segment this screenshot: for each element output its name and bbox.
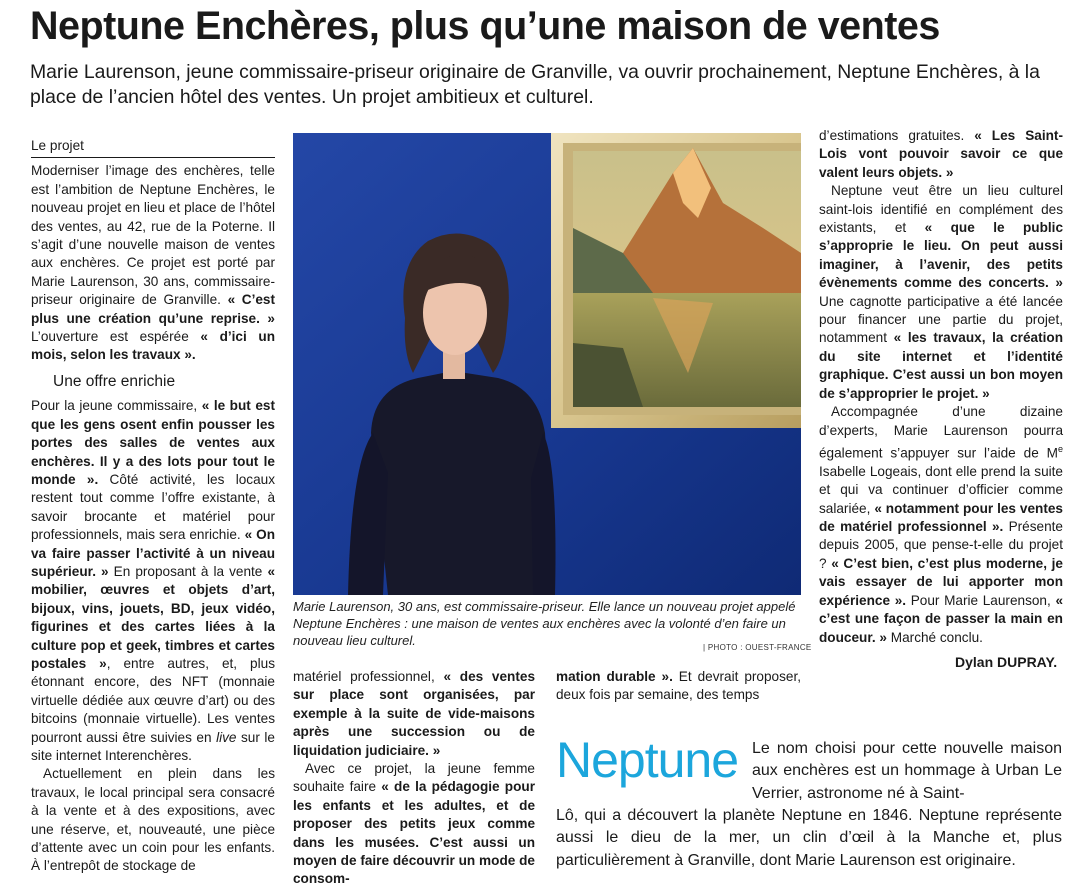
box-title: Neptune bbox=[556, 732, 739, 788]
paragraph-experts: Accompagnée d’une dizaine d’experts, Marie Laurenson pourra également s’appuyer sur l’aide de Me Isabelle Logeais, dont elle prend la suite et qui va continuer d’officier comme salariée, « notamment pour les ventes de matériel professionnel ». Présente depuis 2005, que pense-t-elle du projet ? « C’est bien, c’est plus moderne, je vais essayer de lui apporter mon expérience ». Pour Marie Laurenson, « c’est une façon de passer la main en douceur. » Marché conclu. bbox=[819, 404, 1063, 645]
photo-credit: | PHOTO : OUEST-FRANCE bbox=[703, 643, 812, 652]
paragraph-intro: Moderniser l’image des enchères, telle est l’ambition de Neptune Enchères, le nouveau projet en lieu et place de l’hôtel des ventes, au 42, rue de la Poterne. Il s’agit d’une nouvelle maison de ventes aux enchères. Ce projet est porté par Marie Laurenson, 30 ans, commissaire-priseur originaire de Granville. « C’est plus une création qu’une reprise. » L’ouverture est espérée « d’ici un mois, selon les travaux ». bbox=[31, 163, 276, 363]
box-text-bottom: Lô, qui a découvert la planète Neptune en 1846. Neptune représente aussi le dieu de la mer, un clin d’œil à la Manche et, plus particulièrement à Granville, dont Marie Laurenson est originaire. bbox=[556, 807, 1062, 869]
headline: Neptune Enchères, plus qu’une maison de ventes bbox=[30, 4, 940, 48]
article-column-1 bbox=[31, 137, 275, 876]
standfirst: Marie Laurenson, jeune commissaire-priseur originaire de Granville, va ouvrir prochainement, Neptune Enchères, à la place de l’ancien hôtel des ventes. Un projet ambitieux et culturel. bbox=[30, 61, 1040, 108]
paragraph-sustainable: mation durable ». Et devrait proposer, deux fois par semaine, des temps bbox=[556, 669, 802, 703]
paragraph-culture: Neptune veut être un lieu culturel saint-lois identifié en complément des existants, et « que le public s’approprie le lieu. On peut aussi imaginer, à l’avenir, des petits évènements comme des concerts. » Une cagnotte participative a été lancée pour financer une partie du projet, notamment « les travaux, la création du site internet et l’identité graphique. C’est aussi un bon moyen de s’approprier le projet. » bbox=[819, 183, 1064, 401]
paragraph-sales: matériel professionnel, « des ventes sur place sont organisées, par exemple à la suite de vide-maisons après une succession ou de liquidation judiciaire. » bbox=[293, 669, 535, 758]
subheading: Une offre enrichie bbox=[53, 372, 176, 390]
article-column-2 bbox=[293, 668, 535, 889]
article-photo bbox=[293, 133, 801, 595]
author-signature: Dylan DUPRAY. bbox=[955, 654, 1058, 670]
paragraph-works: Actuellement en plein dans les travaux, le local principal sera consacré à la vente et à des expositions, avec une réserve, et, nouveauté, une pièce d’attente avec un coin pour les enfants. À l’entrepôt de stockage de bbox=[31, 766, 275, 874]
rubric-label: Le projet bbox=[31, 137, 275, 158]
paragraph-estimates: d’estimations gratuites. « Les Saint-Lois vont pouvoir savoir ce que valent leurs objets. » bbox=[819, 128, 1063, 180]
box-text-top: Le nom choisi pour cette nouvelle maison aux enchères est un hommage à Urban Le Verrier, astronome né à Saint- bbox=[752, 740, 1062, 802]
article-column-3 bbox=[556, 668, 801, 705]
paragraph-offer: Pour la jeune commissaire, « le but est que les gens osent enfin pousser les portes des salles de ventes aux enchères. Il y a des lots pour tout le monde ». Côté activité, les locaux restent tout comme l’offre existante, à savoir brocante et matériel pour professionnels, mais sera enrichie. « On va faire passer l’activité à un niveau supérieur. » En proposant à la vente « mobilier, œuvres et objets d’art, bijoux, vins, jouets, BD, jeux vidéo, figurines et des cartes liées à la culture pop et geek, timbres et cartes postales », entre autres, et, plus étonnant encore, des NFT (monnaie virtuelle dédiée aux œuvre d’art) ou des bitcoins (monnaie virtuelle). Les ventes pourront aussi être suivies en live sur le site internet Interenchères. bbox=[31, 398, 276, 763]
paragraph-pedagogy: Avec ce projet, la jeune femme souhaite faire « de la pédagogie pour les enfants et les adultes, et de proposer des petits jeux comme dans les musées. C’est aussi un moyen de faire découvrir un mode de consom- bbox=[293, 761, 535, 887]
framed-painting-icon bbox=[551, 133, 801, 428]
article-column-4 bbox=[819, 127, 1063, 647]
photo-caption: Marie Laurenson, 30 ans, est commissaire-priseur. Elle lance un nouveau projet appelé Neptune Enchères : une maison de ventes aux enchères avec la volonté d’en faire un nouveau lieu culturel. bbox=[293, 599, 796, 648]
